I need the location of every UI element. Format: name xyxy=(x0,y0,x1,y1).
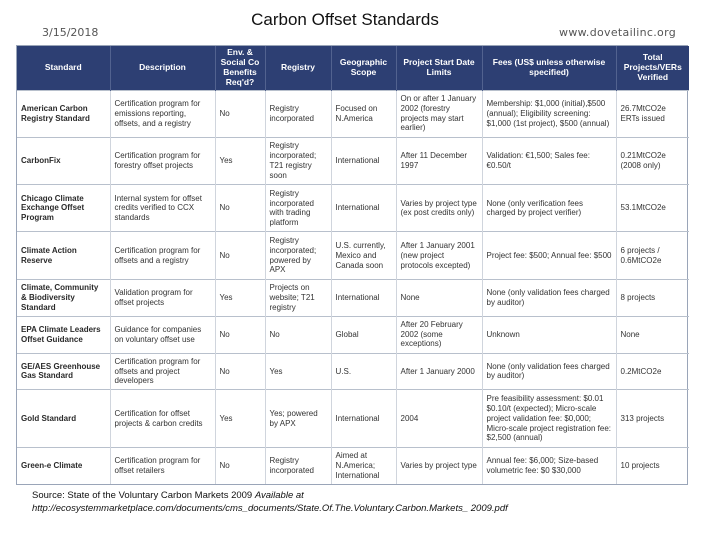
table-row xyxy=(17,279,689,316)
cell-standard: Chicago Climate Exchange Offset Program xyxy=(17,185,110,232)
table-row xyxy=(17,232,689,279)
table-row xyxy=(17,137,689,184)
cell-description: Internal system for offset credits verified to CCX standards xyxy=(110,185,215,232)
cell-description: Guidance for companies on voluntary offset use xyxy=(110,316,215,353)
slide-date: 3/15/2018 xyxy=(42,26,99,39)
cell-benefits: No xyxy=(215,316,265,353)
column-header: Description xyxy=(110,46,215,90)
cell-fees: None (only validation fees charged by auditor) xyxy=(482,279,616,316)
column-header: Fees (US$ unless otherwise specified) xyxy=(482,46,616,90)
cell-description: Certification for offset projects & carbon credits xyxy=(110,390,215,448)
cell-standard: CarbonFix xyxy=(17,137,110,184)
cell-scope: Focused on N.America xyxy=(331,90,396,137)
cell-registry: Registry incorporated; powered by APX xyxy=(265,232,331,279)
cell-benefits: No xyxy=(215,353,265,390)
column-header: Total Projects/VERs Verified xyxy=(616,46,689,90)
cell-fees: Pre feasibility assessment: $0.01 $0.10/t (expected); Micro-scale project validation fee: $0,000; Micro-scale project registration fee: $2,500 (annual) xyxy=(482,390,616,448)
column-header: Registry xyxy=(265,46,331,90)
cell-benefits: No xyxy=(215,185,265,232)
cell-verified: 313 projects xyxy=(616,390,689,448)
cell-standard: Gold Standard xyxy=(17,390,110,448)
cell-scope: Global xyxy=(331,316,396,353)
cell-registry: Registry incorporated with trading platform xyxy=(265,185,331,232)
cell-fees: Project fee: $500; Annual fee: $500 xyxy=(482,232,616,279)
cell-verified: 6 projects / 0.6MtCO2e xyxy=(616,232,689,279)
table-body xyxy=(17,90,689,484)
table-header-row xyxy=(17,46,689,90)
cell-description: Certification program for emissions reporting, offsets, and a registry xyxy=(110,90,215,137)
cell-start: Varies by project type xyxy=(396,448,482,484)
cell-registry: Registry incorporated xyxy=(265,448,331,484)
cell-scope: International xyxy=(331,390,396,448)
cell-fees: Validation: €1,500; Sales fee: €0.50/t xyxy=(482,137,616,184)
cell-registry: No xyxy=(265,316,331,353)
cell-standard: American Carbon Registry Standard xyxy=(17,90,110,137)
cell-description: Certification program for offsets and a registry xyxy=(110,232,215,279)
cell-registry: Registry incorporated xyxy=(265,90,331,137)
standards-table-container xyxy=(16,45,688,485)
cell-benefits: Yes xyxy=(215,390,265,448)
cell-start: 2004 xyxy=(396,390,482,448)
cell-fees: None (only validation fees charged by auditor) xyxy=(482,353,616,390)
cell-scope: International xyxy=(331,137,396,184)
cell-standard: Climate Action Reserve xyxy=(17,232,110,279)
cell-registry: Projects on website; T21 registry xyxy=(265,279,331,316)
cell-benefits: Yes xyxy=(215,137,265,184)
cell-scope: International xyxy=(331,185,396,232)
cell-fees: Unknown xyxy=(482,316,616,353)
column-header: Project Start Date Limits xyxy=(396,46,482,90)
cell-fees: None (only verification fees charged by project verifier) xyxy=(482,185,616,232)
source-url: http://ecosystemmarketplace.com/documents/cms_documents/State.Of.The.Voluntary.Carbon.Markets_ 2009.pdf xyxy=(32,503,508,515)
cell-scope: International xyxy=(331,279,396,316)
cell-description: Certification program for forestry offset projects xyxy=(110,137,215,184)
table-row xyxy=(17,90,689,137)
cell-benefits: No xyxy=(215,232,265,279)
cell-description: Certification program for offsets and project developers xyxy=(110,353,215,390)
cell-start: After 1 January 2001 (new project protocols excepted) xyxy=(396,232,482,279)
cell-verified: 0.21MtCO2e (2008 only) xyxy=(616,137,689,184)
source-citation xyxy=(32,489,592,516)
cell-registry: Yes xyxy=(265,353,331,390)
cell-start: After 11 December 1997 xyxy=(396,137,482,184)
table-row xyxy=(17,185,689,232)
cell-verified: 26.7MtCO2e ERTs issued xyxy=(616,90,689,137)
table-row xyxy=(17,353,689,390)
column-header: Env. & Social Co Benefits Req'd? xyxy=(215,46,265,90)
cell-verified: None xyxy=(616,316,689,353)
cell-benefits: Yes xyxy=(215,279,265,316)
cell-verified: 53.1MtCO2e xyxy=(616,185,689,232)
table-row xyxy=(17,448,689,484)
source-available-label: Available at xyxy=(254,490,304,501)
column-header: Standard xyxy=(17,46,110,90)
cell-description: Certification program for offset retailers xyxy=(110,448,215,484)
source-text: Source: State of the Voluntary Carbon Markets 2009 xyxy=(32,490,255,501)
cell-start: After 20 February 2002 (some exceptions) xyxy=(396,316,482,353)
cell-standard: Climate, Community & Biodiversity Standard xyxy=(17,279,110,316)
cell-fees: Annual fee: $6,000; Size-based volumetric fee: $0 $30,000 xyxy=(482,448,616,484)
cell-start: On or after 1 January 2002 (forestry projects may start earlier) xyxy=(396,90,482,137)
cell-start: None xyxy=(396,279,482,316)
cell-verified: 10 projects xyxy=(616,448,689,484)
cell-standard: EPA Climate Leaders Offset Guidance xyxy=(17,316,110,353)
table-row xyxy=(17,316,689,353)
cell-scope: U.S. xyxy=(331,353,396,390)
cell-standard: GE/AES Greenhouse Gas Standard xyxy=(17,353,110,390)
cell-start: Varies by project type (ex post credits only) xyxy=(396,185,482,232)
cell-benefits: No xyxy=(215,448,265,484)
slide-title: Carbon Offset Standards xyxy=(251,10,439,29)
carbon-offset-standards-table xyxy=(17,46,689,484)
cell-registry: Registry incorporated; T21 registry soon xyxy=(265,137,331,184)
cell-description: Validation program for offset projects xyxy=(110,279,215,316)
cell-start: After 1 January 2000 xyxy=(396,353,482,390)
cell-scope: Aimed at N.America; International xyxy=(331,448,396,484)
cell-registry: Yes; powered by APX xyxy=(265,390,331,448)
cell-fees: Membership: $1,000 (initial),$500 (annual); Eligibility screening: $1,000 (1st project), $500 (annual) xyxy=(482,90,616,137)
cell-scope: U.S. currently, Mexico and Canada soon xyxy=(331,232,396,279)
cell-verified: 8 projects xyxy=(616,279,689,316)
website-label: www.dovetailinc.org xyxy=(559,26,676,39)
cell-verified: 0.2MtCO2e xyxy=(616,353,689,390)
column-header: Geographic Scope xyxy=(331,46,396,90)
cell-benefits: No xyxy=(215,90,265,137)
cell-standard: Green-e Climate xyxy=(17,448,110,484)
table-row xyxy=(17,390,689,448)
